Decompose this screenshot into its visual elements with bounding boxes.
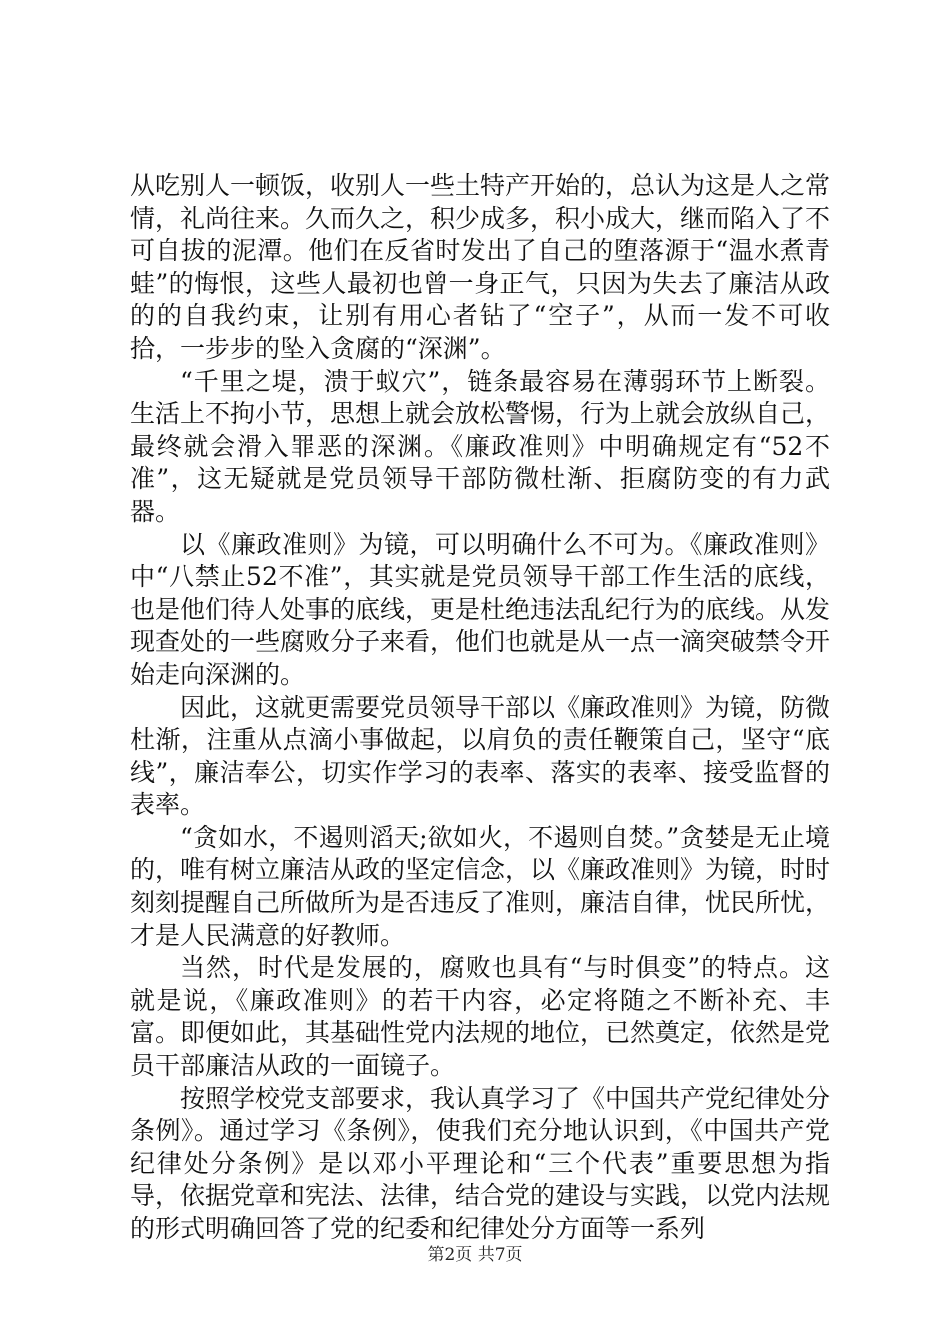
paragraph-continuation: 从吃别人一顿饭，收别人一些土特产开始的，总认为这是人之常情，礼尚往来。久而久之，积少成多，积小成大，继而陷入了不可自拔的泥潭。他们在反省时发出了自己的堕落源于“温水煮青蛙”的悔恨，这些人最初也曾一身正气，只因为失去了廉洁从政的的自我约束，让别有用心者钻了“空子”，从而一发不可收拾，一步步的坠入贪腐的“深渊”。: [130, 171, 831, 363]
page-footer: [0, 1244, 950, 1266]
paragraph: 按照学校党支部要求，我认真学习了《中国共产党纪律处分条例》。通过学习《条例》，使我们充分地认识到，《中国共产党纪律处分条例》是以邓小平理论和“三个代表”重要思想为指导，依据党章和宪法、法律，结合党的建设与实践，以党内法规的形式明确回答了党的纪委和纪律处分方面等一系列: [130, 1083, 831, 1243]
paragraph: “贪如水，不遏则滔天;欲如火，不遏则自焚。”贪婪是无止境的，唯有树立廉洁从政的坚定信念，以《廉政准则》为镜，时时刻刻提醒自己所做所为是否违反了准则，廉洁自律，忧民所忧，才是人民满意的好教师。: [130, 822, 831, 950]
paragraph: 以《廉政准则》为镜，可以明确什么不可为。《廉政准则》中“八禁止52不准”，其实就是党员领导干部工作生活的底线，也是他们待人处事的底线，更是杜绝违法乱纪行为的底线。从发现查处的一些腐败分子来看，他们也就是从一点一滴突破禁令开始走向深渊的。: [130, 529, 831, 689]
document-body: [130, 170, 830, 1246]
paragraph: 因此，这就更需要党员领导干部以《廉政准则》为镜，防微杜渐，注重从点滴小事做起，以肩负的责任鞭策自己，坚守“底线”，廉洁奉公，切实作学习的表率、落实的表率、接受监督的表率。: [130, 692, 831, 820]
page-number: 第2页 共7页: [427, 1245, 523, 1265]
paragraph: “千里之堤，溃于蚁穴”，链条最容易在薄弱环节上断裂。生活上不拘小节，思想上就会放松警惕，行为上就会放纵自己，最终就会滑入罪恶的深渊。《廉政准则》中明确规定有“52不准”，这无疑就是党员领导干部防微杜渐、拒腐防变的有力武器。: [130, 366, 831, 526]
paragraph: 当然，时代是发展的，腐败也具有“与时俱变”的特点。这就是说，《廉政准则》的若干内容，必定将随之不断补充、丰富。即便如此，其基础性党内法规的地位，已然奠定，依然是党员干部廉洁从政的一面镜子。: [130, 953, 831, 1081]
